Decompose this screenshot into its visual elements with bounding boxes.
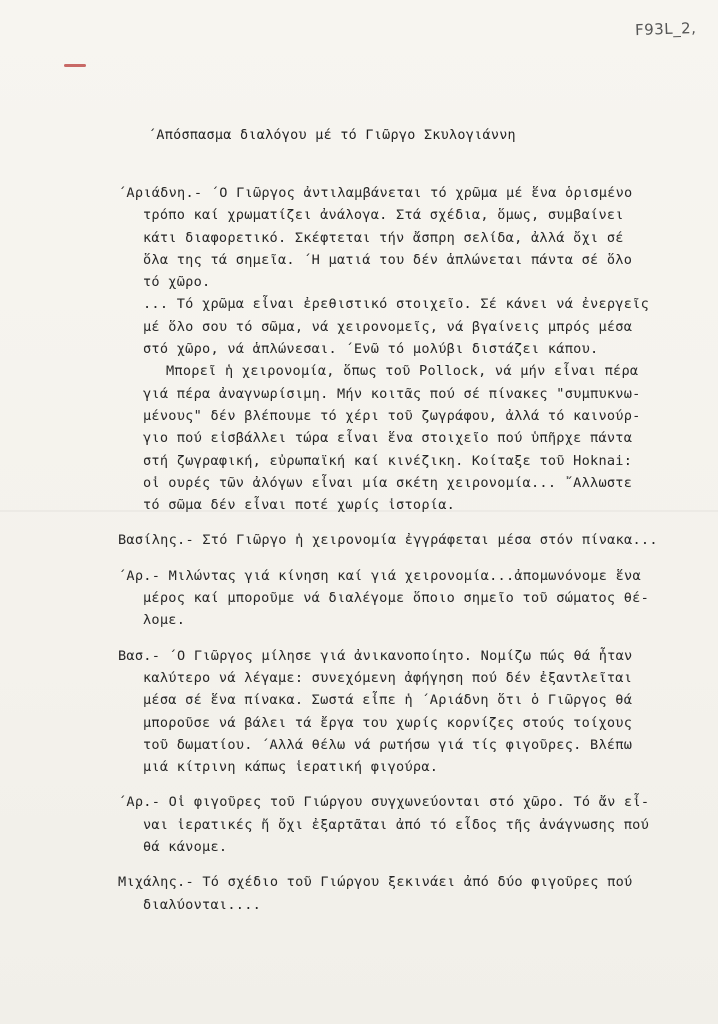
text-line: καλύτερο νά λέγαμε: συνεχόμενη ἀφήγηση πού δέν ἐξαντλεῖται <box>143 669 633 686</box>
text-line: ΄Αρ.- Μιλώντας γιά κίνηση καί γιά χειρονομία...ἀπομωνόνομε ἕνα <box>118 567 641 584</box>
paragraph-gap <box>118 552 698 565</box>
dialogue-paragraph <box>118 565 698 632</box>
text-line: ὅλα της τά σημεῖα. ΄Η ματιά του δέν ἁπλώνεται πάντα σέ ὅλο <box>143 251 633 268</box>
red-pen-mark <box>64 64 86 67</box>
dialogue-paragraph <box>118 871 698 916</box>
text-line: Βασ.- ΄Ο Γιῶργος μίλησε γιά ἀνικανοποίητο. Νομίζω πώς θά ἦταν <box>118 647 633 664</box>
text-line: γιο πού εἰσβάλλει τώρα εἶναι ἕνα στοιχεῖο πού ὑπῆρχε πάντα <box>143 430 633 447</box>
text-line: οἱ ουρές τῶν ἀλόγων εἶναι μία σκέτη χειρονομία... ῎Αλλωστε <box>143 474 633 491</box>
text-line: μέ ὅλο σου τό σῶμα, νά χειρονομεῖς, νά βγαίνεις μπρός μέσα <box>143 318 633 335</box>
paragraph-gap <box>118 778 698 791</box>
text-line: ΄Αρ.- Οἱ φιγοῦρες τοῦ Γιώργου συγχωνεύονται στό χῶρο. Τό ἄν εἶ- <box>118 794 650 811</box>
text-line: μένους" δέν βλέπουμε τό χέρι τοῦ ζωγράφου, ἀλλά τό καινούρ- <box>143 407 641 424</box>
text-line: ναι ἱερατικές ἤ ὄχι ἐξαρτᾶται ἀπό τό εἶδος τῆς ἀνάγνωσης πού <box>143 816 650 833</box>
dialogue-paragraph <box>118 529 698 551</box>
text-line: τρόπο καί χρωματίζει ἀνάλογα. Στά σχέδια, ὅμως, συμβαίνει <box>143 207 624 224</box>
paragraph-gap <box>118 516 698 529</box>
document-body <box>118 182 698 916</box>
text-line: ... Τό χρῶμα εἶναι ἐρεθιστικό στοιχεῖο. Σέ κάνει νά ἐνεργεῖς <box>143 296 650 313</box>
dialogue-paragraph <box>118 645 698 779</box>
text-line: Βασίλης.- Στό Γιῶργο ἡ χειρονομία ἐγγράφεται μέσα στόν πίνακα... <box>118 532 658 549</box>
text-line: διαλύονται.... <box>143 896 262 913</box>
text-line: γιά πέρα ἀναγνωρίσιμη. Μήν κοιτᾶς πού σέ πίνακες "συμπυκνω- <box>143 385 641 402</box>
text-line: μιά κίτρινη κάπως ἱερατική φιγούρα. <box>143 759 439 776</box>
paragraph-gap <box>118 632 698 645</box>
text-line: στή ζωγραφική, εὐρωπαϊκή καί κινέζικη. Κοίταξε τοῦ Hoknai: <box>143 452 633 469</box>
dialogue-paragraph <box>118 791 698 858</box>
text-line: κάτι διαφορετικό. Σκέφτεται τήν ἄσπρη σελίδα, ἀλλά ὄχι σέ <box>143 229 624 246</box>
text-line: μέρος καί μποροῦμε νά διαλέγομε ὅποιο σημεῖο τοῦ σώματος θέ- <box>143 590 650 607</box>
text-line: μέσα σέ ἕνα πίνακα. Σωστά εἶπε ἡ ΄Αριάδνη ὅτι ὁ Γιῶργος θά <box>143 692 633 709</box>
text-line: Μπορεῖ ἡ χειρονομία, ὅπως τοῦ Pollock, νά μήν εἶναι πέρα <box>166 363 639 380</box>
text-line: μποροῦσε νά βάλει τά ἔργα του χωρίς κορνίζες στούς τοίχους <box>143 714 633 731</box>
text-line: στό χῶρο, νά ἁπλώνεσαι. ΄Ενῶ τό μολύβι διστάζει κάπου. <box>143 341 599 358</box>
dialogue-paragraph <box>118 182 698 516</box>
archive-reference-mark: F93L_2, <box>634 18 697 40</box>
document-title: ΄Απόσπασμα διαλόγου μέ τό Γιῶργο Σκυλογιάννη <box>148 128 516 143</box>
text-line: ΄Αριάδνη.- ΄Ο Γιῶργος ἀντιλαμβάνεται τό χρῶμα μέ ἕνα ὁρισμένο <box>118 185 633 201</box>
text-line: λομε. <box>143 612 186 629</box>
text-line: Μιχάλης.- Τό σχέδιο τοῦ Γιώργου ξεκινάει ἀπό δύο φιγοῦρες πού <box>118 874 633 891</box>
text-line: θά κάνομε. <box>143 839 228 856</box>
text-line: τοῦ δωματίου. ΄Αλλά θέλω νά ρωτήσω γιά τίς φιγοῦρες. Βλέπω <box>143 736 633 753</box>
text-line: τό σῶμα δέν εἶναι ποτέ χωρίς ἱστορία. <box>143 497 456 514</box>
text-line: τό χῶρο. <box>143 274 211 291</box>
paragraph-gap <box>118 858 698 871</box>
